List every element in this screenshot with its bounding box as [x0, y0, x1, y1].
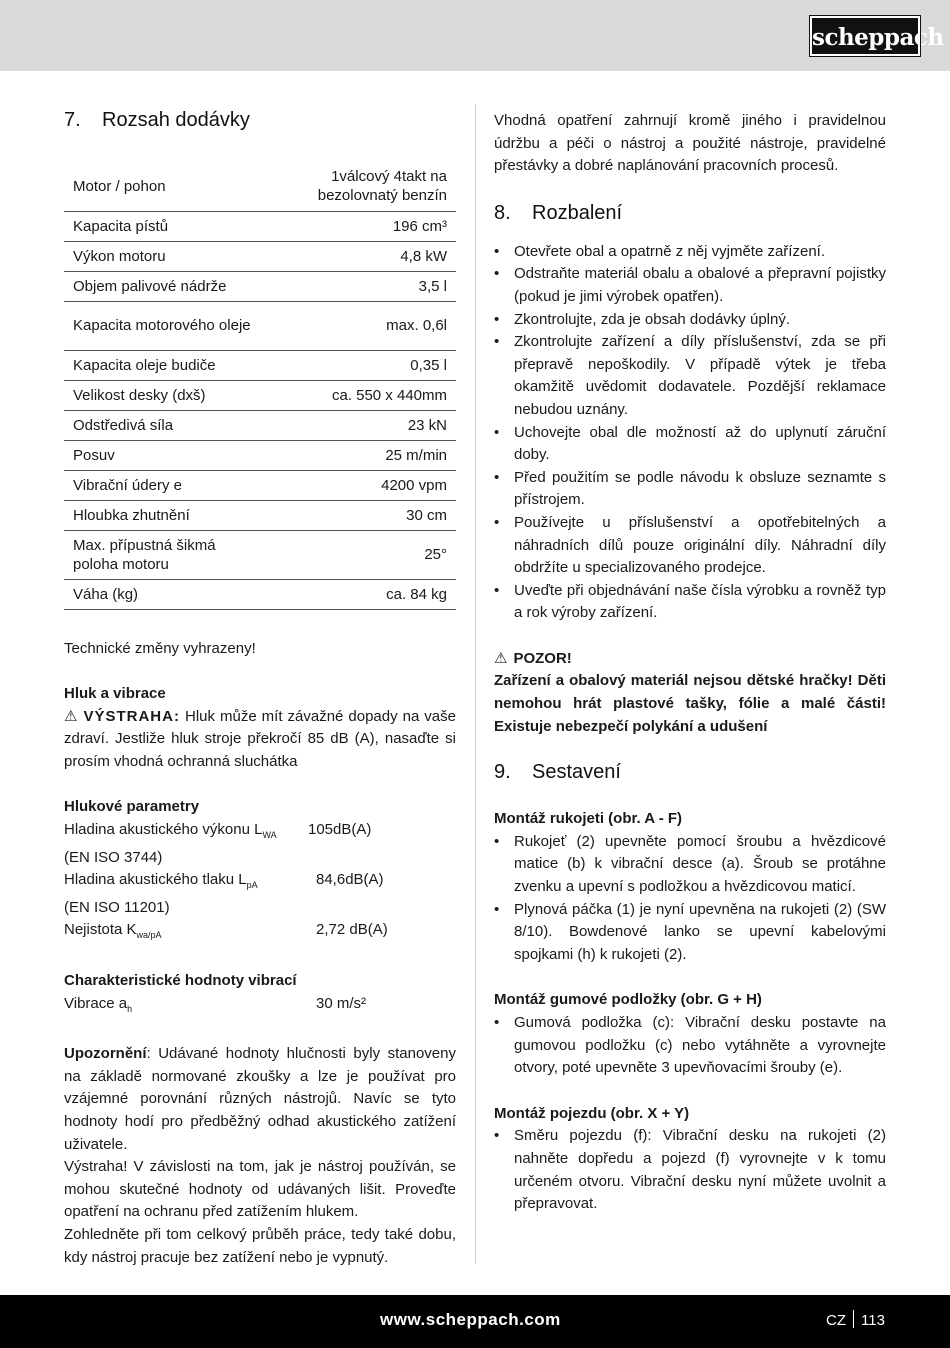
list-item: • Plynová páčka (1) je nyní upevněna na rukojeti (2) (SW 8/10). Bowdenové lanko se upevní kabelovými spojkami (h) k rukojeti (2). — [494, 899, 886, 967]
params-heading: Hlukové parametry — [64, 798, 200, 816]
left-column — [64, 104, 456, 1269]
spec-label: Objem palivové nádrže — [64, 271, 266, 301]
table-row — [64, 410, 456, 440]
column-divider — [475, 104, 476, 1264]
param-value: 2,72 dB(A) — [316, 921, 388, 939]
table-row — [64, 530, 456, 579]
spec-value: 0,35 l — [266, 350, 456, 380]
handle-list — [494, 831, 886, 967]
warning-triangle-icon: ⚠ — [64, 707, 78, 725]
warning-label: VÝSTRAHA: — [83, 707, 180, 725]
table-row — [64, 241, 456, 271]
spec-value: 3,5 l — [266, 271, 456, 301]
spec-value: 4,8 kW — [266, 241, 456, 271]
table-row — [64, 211, 456, 241]
param-value: 105dB(A) — [308, 821, 372, 839]
list-item: • Rukojeť (2) upevněte pomocí šroubu a hvězdicové matice (b) k vibrační desce (a). Šroub se protáhne zvenku a upevní s podložkou a hvězdicovou maticí. — [494, 831, 886, 899]
noise-heading: Hluk a vibrace — [64, 685, 166, 703]
section-number: 7. — [64, 109, 81, 131]
param-label: Vibrace $a_h$ — [64, 994, 133, 1014]
caution-heading: ⚠ POZOR! — [494, 648, 886, 671]
param-label: Hladina akustického tlaku $L_{pA}$ — [64, 871, 258, 891]
notice-text: : Udávané hodnoty hlučnosti byly stanoveny na základě normované zkoušky a lze je používat pro vzájemné porovnání různých nástrojů. Navíc se tyto hodnoty hodí pro předběžný odhad akustického zatížení uživatele. — [64, 1045, 456, 1153]
chassis-list — [494, 1125, 886, 1215]
param-label: Hladina akustického výkonu $L_{WA}$ — [64, 821, 277, 841]
list-item: • Odstraňte materiál obalu a obalové a přepravní pojistky (pokud je jimi výrobek opatřen). — [494, 263, 886, 308]
spec-label: Kapacita pístů — [64, 211, 266, 241]
warning-text: Hluk může mít závažné dopady na vaše zdraví. Jestliže hluk stroje překročí 85 dB (A), nasaďte si prosím vhodná ochranná sluchátka — [64, 707, 456, 770]
specs-table — [64, 162, 456, 610]
caution-text: Zařízení a obalový materiál nejsou dětské hračky! Děti nemohou hrát plastové tašky, fólie a malé části! Existuje nebezpečí polykání a udušení — [494, 672, 886, 735]
spec-label: Vibrační údery e — [64, 470, 266, 500]
sound-power-standard: (EN ISO 3744) — [64, 848, 163, 866]
spec-label: Váha (kg) — [64, 579, 266, 609]
param-value: 30 m/s² — [316, 994, 367, 1012]
section-number: 9. — [494, 761, 511, 784]
section-title: Rozbalení — [532, 201, 623, 224]
consider-paragraph: Zohledněte při tom celkový průběh práce, tedy také dobu, kdy nástroj pracuje bez zatížení nebo je vypnutý. — [64, 1225, 456, 1266]
sound-pressure-standard: (EN ISO 11201) — [64, 898, 170, 916]
spec-value: ca. 550 x 440mm — [266, 380, 456, 410]
page-number: 113 — [861, 1312, 885, 1329]
table-row — [64, 350, 456, 380]
table-row — [64, 440, 456, 470]
table-row — [64, 470, 456, 500]
section-9-heading — [494, 758, 886, 786]
list-item: • Uchovejte obal dle možností až do uplynutí záruční doby. — [494, 422, 886, 467]
sound-power-row — [64, 819, 456, 847]
rubber-heading: Montáž gumové podložky (obr. G + H) — [494, 991, 762, 1009]
spec-label: Max. přípustná šikmá poloha motoru — [64, 530, 266, 579]
spec-value: 30 cm — [266, 500, 456, 530]
list-item: • Zkontrolujte zařízení a díly příslušenství, zda se při přepravě nepoškodily. V případě výtek je třeba okamžitě uvědomit dodavatele. Pozdější reklamace nebudou uznány. — [494, 331, 886, 421]
chassis-heading: Montáž pojezdu (obr. X + Y) — [494, 1104, 690, 1122]
spec-label: Kapacita motorového oleje — [64, 301, 266, 350]
list-item: • Používejte u příslušenství a opotřebitelných a náhradních dílů pouze originální díly. Náhradní díly obdržíte u specializovaného prodejce. — [494, 512, 886, 580]
table-row — [64, 380, 456, 410]
spec-value: ca. 84 kg — [266, 579, 456, 609]
list-item: • Zkontrolujte, zda je obsah dodávky úplný. — [494, 309, 886, 332]
spec-label: Motor / pohon — [64, 162, 266, 211]
table-row — [64, 579, 456, 609]
table-row — [64, 500, 456, 530]
section-7-heading — [64, 106, 456, 134]
param-label: Nejistota $K_{wa/pA}$ — [64, 921, 162, 941]
right-column — [494, 110, 886, 1216]
section-title: Sestavení — [532, 761, 621, 784]
table-row — [64, 301, 456, 350]
warning-paragraph: Výstraha! V závislosti na tom, jak je nástroj používán, se mohou skutečné hodnoty od udávaných lišit. Proveďte opatření na ochranu před zatížením hlukem. — [64, 1158, 456, 1221]
spec-value: 23 kN — [266, 410, 456, 440]
notice-paragraph — [64, 1043, 456, 1156]
spec-value: 4200 vpm — [266, 470, 456, 500]
section-8-heading — [494, 199, 886, 227]
rubber-list — [494, 1012, 886, 1080]
notice-label: Upozornění — [64, 1045, 147, 1063]
tech-changes-note: Technické změny vyhrazeny! — [64, 639, 256, 657]
spec-label: Odstředivá síla — [64, 410, 266, 440]
unpack-list — [494, 241, 886, 625]
list-item: • Uveďte při objednávání naše čísla výrobku a rovněž typ a rok výroby zařízení. — [494, 580, 886, 625]
uncertainty-row — [64, 919, 456, 947]
footer-separator — [853, 1310, 854, 1328]
list-item: • Otevřete obal a opatrně z něj vyjměte zařízení. — [494, 241, 886, 264]
spec-label: Kapacita oleje budiče — [64, 350, 266, 380]
spec-value: 25 m/min — [266, 440, 456, 470]
list-item: • Před použitím se podle návodu k obsluze seznamte s přístrojem. — [494, 467, 886, 512]
language-code: CZ — [826, 1312, 846, 1329]
spec-value: 1válcový 4takt na bezolovnatý benzín — [266, 162, 456, 211]
brand-logo: scheppach — [810, 16, 920, 56]
spec-value: 196 cm³ — [266, 211, 456, 241]
spec-value: max. 0,6l — [266, 301, 456, 350]
spec-label: Výkon motoru — [64, 241, 266, 271]
warning-triangle-icon: ⚠ — [494, 649, 508, 667]
spec-label: Hloubka zhutnění — [64, 500, 266, 530]
footer-bar — [0, 1295, 950, 1348]
table-row — [64, 271, 456, 301]
param-value: 84,6dB(A) — [316, 871, 384, 889]
section-title: Rozsah dodávky — [102, 109, 250, 131]
sound-pressure-row — [64, 869, 456, 897]
noise-warning — [64, 706, 456, 774]
list-item: • Směru pojezdu (f): Vibrační desku na rukojeti (2) nahněte dopředu a pojezd (f) vyrovnejte v k tomu určeném otvoru. Vibrační desku nyní můžete uvolnit a přepravovat. — [494, 1125, 886, 1215]
spec-label: Posuv — [64, 440, 266, 470]
table-row — [64, 162, 456, 211]
list-item: • Gumová podložka (c): Vibrační desku postavte na gumovou podložku (c) nebo vytáhněte a vyrovnejte otvory, poté upevněte 3 upevňovacími šrouby (e). — [494, 1012, 886, 1080]
vibration-heading: Charakteristické hodnoty vibrací — [64, 972, 297, 990]
spec-label: Velikost desky (dxš) — [64, 380, 266, 410]
handle-heading: Montáž rukojeti (obr. A - F) — [494, 810, 683, 828]
intro-paragraph: Vhodná opatření zahrnují kromě jiného i pravidelnou údržbu a péči o nástroj a použité nástroje, pravidelné přestávky a dobré naplánování pracovních procesů. — [494, 112, 886, 175]
vibration-row — [64, 993, 456, 1021]
spec-value: 25° — [266, 530, 456, 579]
section-number: 8. — [494, 201, 511, 224]
header-bar — [0, 0, 950, 71]
website-link[interactable]: www.scheppach.com — [380, 1310, 561, 1329]
